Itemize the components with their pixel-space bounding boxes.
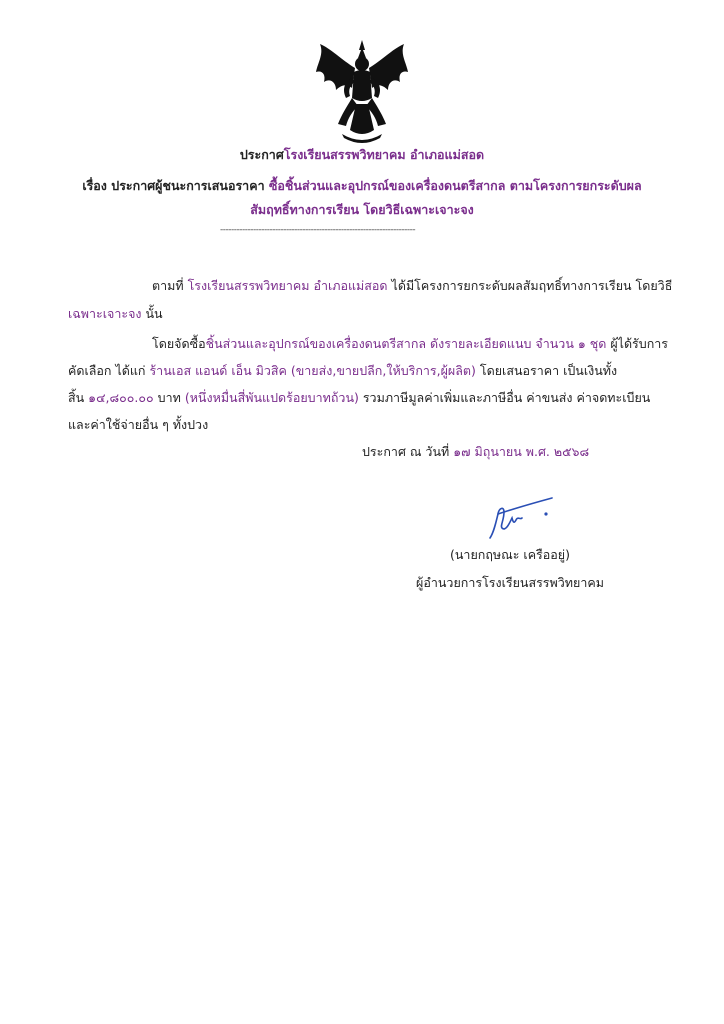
p1-school: โรงเรียนสรรพวิทยาคม อำเภอแม่สอด [187, 278, 388, 293]
paragraph-2-line-3 [68, 388, 650, 408]
garuda-emblem-icon [312, 38, 412, 146]
announce-date: ๑๗ มิถุนายน พ.ศ. ๒๕๖๘ [453, 444, 590, 459]
p2-text-f: บาท [153, 390, 185, 405]
paragraph-2-line-4: และค่าใช้จ่ายอื่น ๆ ทั้งปวง [68, 417, 209, 432]
signature-icon [480, 492, 560, 542]
announce-prefix: ประกาศ ณ วันที่ [362, 444, 454, 459]
p2-amount-text: (หนึ่งหมื่นสี่พันแปดร้อยบาทถ้วน) [184, 390, 359, 405]
paragraph-1-line-1 [152, 276, 672, 296]
announce-date-line [362, 442, 589, 462]
signatory-name: (นายกฤษณะ เครืออยู่) [450, 547, 570, 562]
p2-text-c: คัดเลือก ได้แก่ [68, 363, 150, 378]
p1-text-d: นั้น [141, 306, 163, 321]
p1-text-a: ตามที่ [152, 278, 188, 293]
p1-method: เฉพาะเจาะจง [68, 306, 142, 321]
paragraph-1-line-2 [68, 304, 163, 324]
p2-text-e: สิ้น [68, 390, 89, 405]
page-title [0, 145, 724, 165]
subject-line-2: สัมฤทธิ์ทางการเรียน โดยวิธีเฉพาะเจาะจง [250, 202, 474, 217]
title-prefix: ประกาศ [239, 147, 284, 162]
p2-amount: ๑๔,๘๐๐.๐๐ [88, 390, 154, 405]
signatory-position: ผู้อำนวยการโรงเรียนสรรพวิทยาคม [416, 575, 604, 590]
paragraph-2-line-1-text [152, 334, 668, 354]
p2-text-d: โดยเสนอราคา เป็นเงินทั้ง [475, 363, 618, 378]
p2-item: ชิ้นส่วนและอุปกรณ์ของเครื่องดนตรีสากล ดังรายละเอียดแนบ จำนวน ๑ ชุด [205, 336, 607, 351]
paragraph-2-line-2 [68, 361, 617, 381]
separator-line: ----------------------------------------------------------------------- [220, 225, 416, 235]
subject-line-1 [60, 176, 664, 196]
p2-vendor: ร้านเอส แอนด์ เอ็น มิวสิค (ขายส่ง,ขายปลีก,ให้บริการ,ผู้ผลิต) [149, 363, 476, 378]
title-school: โรงเรียนสรรพวิทยาคม อำเภอแม่สอด [283, 147, 485, 162]
subject-prefix: เรื่อง ประกาศผู้ชนะการเสนอราคา [82, 178, 269, 193]
p1-text-b: ได้มีโครงการยกระดับผลสัมฤทธิ์ทางการเรียน โดยวิธี [387, 278, 673, 293]
subject-main: ซื้อชิ้นส่วนและอุปกรณ์ของเครื่องดนตรีสากล ตามโครงการยกระดับผล [268, 178, 642, 193]
p2-text-g: รวมภาษีมูลค่าเพิ่มและภาษีอื่น ค่าขนส่ง ค่าจดทะเบียน [358, 390, 651, 405]
p2-text-a: โดยจัดซื้อ [152, 336, 206, 351]
p2-text-b: ผู้ได้รับการ [606, 336, 669, 351]
